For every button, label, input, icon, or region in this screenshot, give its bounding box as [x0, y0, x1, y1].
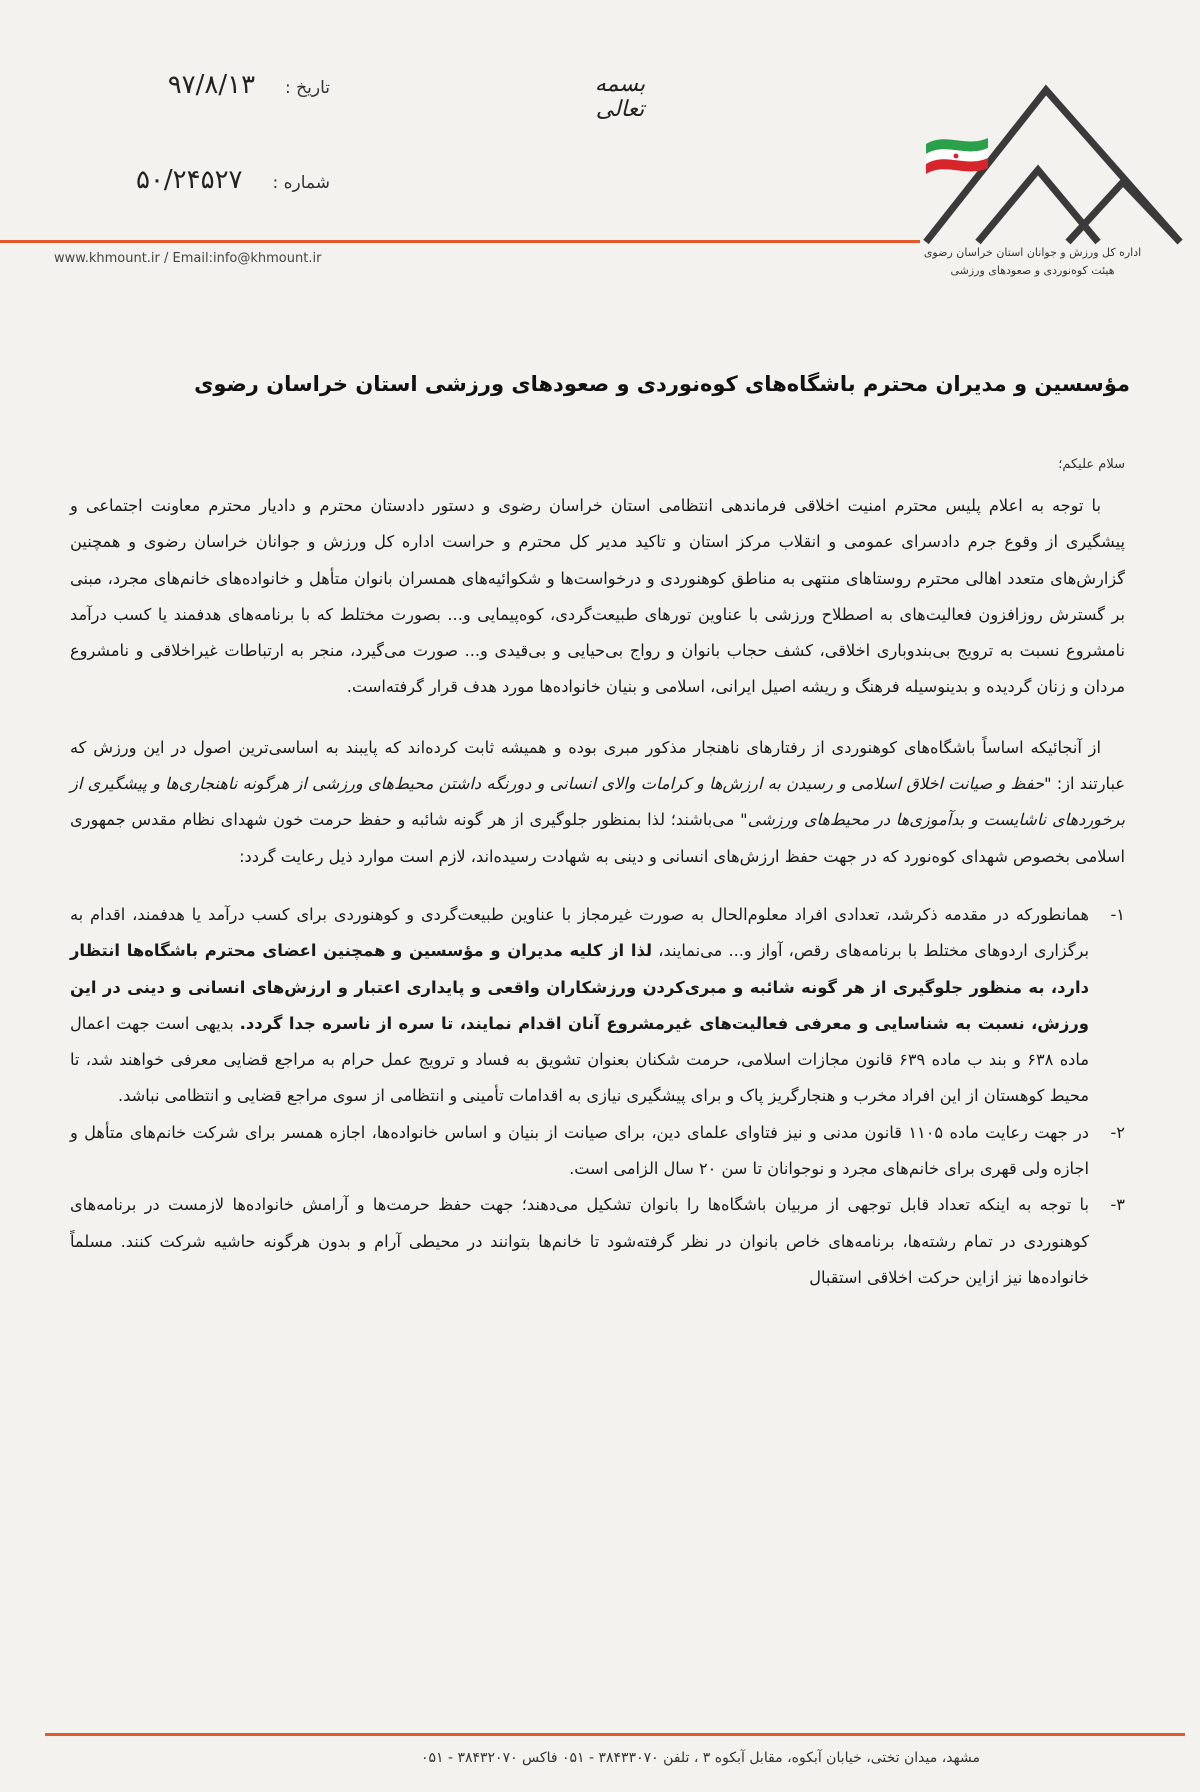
- paragraph-2-outro: می‌باشند؛ لذا بمنظور جلوگیری از هر گونه شائبه و حفظ حرمت خون شهدای نظام مقدس جمهوری اسلامی بخصوص شهدای کوه‌نورد که در جهت حفظ ارزش‌های انسانی و دینی به شهادت رسیده‌اند، لازم است موارد ذیل رعایت گردد:: [70, 810, 1125, 866]
- letter-title: مؤسسین و مدیران محترم باشگاه‌های کوه‌نوردی و صعودهای ورزشی استان خراسان رضوی: [194, 372, 1130, 396]
- org-name-line2: هیئت کوه‌نوردی و صعودهای ورزشی: [950, 264, 1115, 277]
- list-item: [70, 1187, 1125, 1296]
- list-item-text-b: بدیهی است جهت اعمال ماده ۶۳۸ و بند ب ماده ۶۳۹ قانون مجازات اسلامی، حرمت شکنان بعنوان تشویق به فساد و ترویج عمل حرام به مراجع قضایی معرفی خواهند شد، تا محیط کوهستان از این افراد مخرب و هنجارگریز پاک و برای پیشگیری نیازی به اقدامات تأمینی و انتظامی از سوی مراجع قضایی و انتظامی نباشد.: [70, 1013, 1089, 1106]
- list-item-text-bold: لذا از کلیه مدیران و مؤسسین و همچنین اعضای محترم باشگاه‌ها انتظار دارد، به منظور جلوگیری از هر گونه شائبه و مبری‌کردن ورزشکاران واقعی و پایداری اعتبار و ارزش‌های انسانی و دینی در این ورزش، نسبت به شناسایی و معرفی فعالیت‌های غیرمشروع آنان اقدام نمایند، تا سره از ناسره جدا گردد.: [70, 941, 1089, 1033]
- paragraph-2-intro: از آنجائیکه اساساً باشگاه‌های کوهنوردی از رفتارهای ناهنجار مذکور مبری بوده و همیشه ثابت کرده‌اند که پایبند به اساسی‌ترین اصول در این ورزش که عبارتند از:: [70, 737, 1125, 794]
- list-item-number: ۲-: [1110, 1122, 1125, 1142]
- list-item-text-a: همانطورکه در مقدمه ذکرشد، تعدادی افراد معلوم‌الحال به صورت غیرمجاز با عناوین طبیعت‌گردی و کوهنوردی برای کسب درآمد یا هدفمند، اقدام به برگزاری اردوهای مختلط با برنامه‌های رقص، آواز و... می‌نمایند،: [70, 904, 1089, 961]
- bismillah-heading: بسمه تعالی: [594, 72, 646, 122]
- date-label: تاریخ :: [285, 78, 330, 98]
- numbered-list: [70, 897, 1125, 1296]
- list-item-number: ۳-: [1110, 1195, 1125, 1215]
- list-item-number: ۱-: [1110, 904, 1125, 924]
- number-value: ۵۰/۲۴۵۲۷: [135, 165, 243, 195]
- date-row: [130, 70, 330, 100]
- list-item-text: با توجه به اینکه تعداد قابل توجهی از مربیان باشگاه‌ها را بانوان تشکیل می‌دهند؛ جهت حفظ حرمت‌ها و آرامش خانواده‌ها لازمست در برنامه‌های کوهنوردی در تمام رشته‌ها، برنامه‌های خاص بانوان در نظر گرفته‌شود تا خانم‌ها بتوانند در محیطی آرام و بدون هرگونه حاشیه شرکت کنند. مسلماً خانواده‌ها نیز ازاین حرکت اخلاقی استقبال: [70, 1195, 1089, 1287]
- letter-body: [70, 488, 1125, 1296]
- web-contact: www.khmount.ir / Email:info@khmount.ir: [54, 251, 322, 266]
- paragraph-1: با توجه به اعلام پلیس محترم امنیت اخلاقی فرماندهی انتظامی استان خراسان رضوی و دستور دادستان محترم و دادیار محترم معاونت اجتماعی و پیشگیری از وقوع جرم دادسرای عمومی و انقلاب مرکز استان و تاکید مدیر کل محترم و حراست اداره کل ورزش و جوانان خراسان رضوی و همچنین گزارش‌های متعدد اهالی محترم روستاهای منتهی به مناطق کوهنوردی و درخواست‌ها و شکوائیه‌های همسران بانوان متأهل و خانواده‌های خانم‌های مجرد، مبنی بر گسترش روزافزون فعالیت‌های به اصطلاح ورزشی با عناوین تورهای طبیعت‌گردی، کوه‌پیمایی و... بصورت مختلط که با برنامه‌های هدفمند یا کسب درآمد نامشروع نسبت به ترویج بی‌بندوباری اخلاقی، کشف حجاب بانوان و رواج بی‌حیایی و بی‌قیدی و... صورت می‌گیرد، منجر به ارتباطات غیراخلاقی و نامشروع مردان و زنان گردیده و بدینوسیله فرهنگ و ریشه اصیل ایرانی، اسلامی و بنیان خانواده‌ها مورد هدف قرار گرفته‌است.: [70, 496, 1125, 697]
- header-divider: [0, 240, 920, 243]
- footer-divider: [45, 1733, 1185, 1736]
- date-value: ۹۷/۸/۱۳: [167, 70, 256, 100]
- list-item: [70, 1115, 1125, 1188]
- paragraph-2: [70, 730, 1125, 875]
- organization-name: [905, 244, 1160, 280]
- list-item: [70, 897, 1125, 1115]
- mountain-flag-logo-icon: [918, 82, 1188, 252]
- org-name-line1: اداره کل ورزش و جوانان استان خراسان رضوی: [923, 246, 1142, 259]
- salutation: سلام علیکم؛: [1058, 457, 1125, 472]
- footer-address: مشهد، میدان تختی، خیابان آبکوه، مقابل آبکوه ۳ ، تلفن ۳۸۴۳۳۰۷۰ - ۰۵۱ فاکس ۳۸۴۳۲۰۷۰ - ۰۵۱: [420, 1750, 980, 1766]
- paragraph-2-quote: "حفظ و صیانت اخلاق اسلامی و رسیدن به ارزش‌ها و کرامات والای انسانی و دورنگه داشتن محیط‌های ورزشی از هرگونه ناهنجاری‌ها و پیشگیری از برخوردهای ناشایست و بدآموزی‌ها در محیط‌های ورزشی": [70, 774, 1125, 830]
- list-item-text: [70, 897, 1089, 1115]
- list-item-text: در جهت رعایت ماده ۱۱۰۵ قانون مدنی و نیز فتاوای علمای دین، برای صیانت از بنیان و اساس خانواده‌ها، اجازه همسر برای شرکت خانم‌های متأهل و اجازه ولی قهری برای خانم‌های مجرد و نوجوانان تا سن ۲۰ سال الزامی است.: [70, 1122, 1089, 1179]
- number-label: شماره :: [272, 173, 330, 193]
- number-row: [110, 165, 330, 195]
